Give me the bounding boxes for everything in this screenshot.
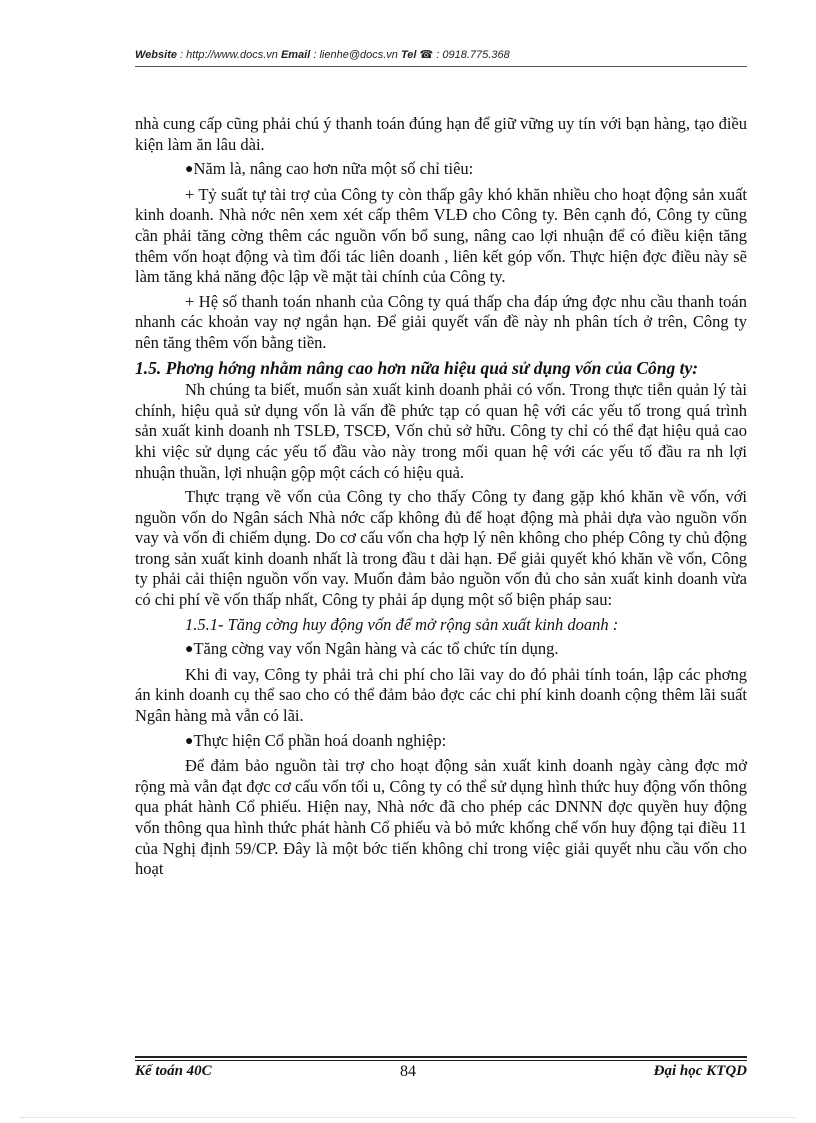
footer-divider-thin	[135, 1060, 747, 1061]
footer-university: Đại học KTQD	[653, 1063, 747, 1079]
page-edge-divider	[20, 1117, 796, 1118]
page-number: 84	[400, 1063, 416, 1080]
website-url: : http://www.docs.vn	[180, 49, 278, 61]
bullet-text: Năm là, nâng cao hơn nữa một số chỉ tiêu:	[193, 159, 474, 179]
paragraph-thuc-trang: Thực trạng về vốn của Công ty cho thấy Công ty đang gặp khó khăn về vốn, với nguồn vốn do Ngân sách Nhà nớc cấp không đủ để hoạt động mà phải dựa vào nguồn vốn vay và vốn đi chiếm dụng. Do cơ cấu vốn cha hợp lý nên không cho phép Công ty chủ động trong sản xuất kinh doanh nhất là trong đầu t dài hạn. Để giải quyết khó khăn về vốn, Công ty phải cải thiện nguồn vốn vay. Muốn đảm bảo nguồn vốn đủ cho sản xuất kinh doanh vừa có chi phí về vốn thấp nhất, Công ty phải áp dụng một số biện pháp sau:	[135, 487, 747, 610]
paragraph-he-so: + Hệ số thanh toán nhanh của Công ty quá thấp cha đáp ứng đợc nhu cầu thanh toán nhanh các khoản vay nợ ngắn hạn. Để giải quyết vấn đề này nh phân tích ở trên, Công ty nên tăng thêm vốn bằng tiền.	[135, 291, 747, 352]
website-label: Website	[135, 49, 177, 61]
page-header	[135, 48, 747, 61]
bullet-item-vay-von	[135, 639, 747, 661]
tel-label: Tel	[400, 49, 417, 61]
bullet-icon: ●	[185, 642, 194, 658]
paragraph-1: nhà cung cấp cũng phải chú ý thanh toán đúng hạn để giữ vững uy tín với bạn hàng, tạo điều kiện làm ăn lâu dài.	[135, 114, 747, 154]
bullet-text: Tăng cờng vay vốn Ngân hàng và các tổ chức tín dụng.	[193, 639, 559, 659]
paragraph-de-dam-bao: Để đảm bảo nguồn tài trợ cho hoạt động sản xuất kinh doanh ngày càng đợc mở rộng mà vẫn đạt đợc cơ cấu vốn tối u, Công ty có thể sử dụng hình thức huy động vốn thông qua phát hành Cổ phiếu. Hiện nay, Nhà nớc đã cho phép các DNNN đợc quyền huy động vốn thông qua hình thức phát hành Cổ phiếu và bỏ mức khống chế vốn huy động tại điều 11 của Nghị định 59/CP. Đây là một bớc tiến không chỉ trong việc giải quyết nhu cầu vốn cho hoạt	[135, 756, 747, 879]
footer-course: Kế toán 40C	[135, 1063, 212, 1079]
bullet-text: Thực hiện Cổ phần hoá doanh nghiệp:	[193, 730, 447, 750]
document-body	[135, 114, 747, 884]
bullet-icon: ●	[185, 733, 194, 749]
bullet-item-co-phan-hoa	[135, 731, 747, 753]
section-heading-1-5: 1.5. Phơng hớng nhằm nâng cao hơn nữa hiệu quả sử dụng vốn của Công ty:	[135, 357, 699, 378]
footer-divider-thick	[135, 1056, 747, 1058]
paragraph-nhu-chung-ta: Nh chúng ta biết, muốn sản xuất kinh doanh phải có vốn. Trong thực tiễn quản lý tài chính, hiệu quả sử dụng vốn là vấn đề phức tạp có quan hệ với các yếu tố trong quá trình sản xuất kinh doanh nh TSLĐ, TSCĐ, Vốn chủ sở hữu. Công ty chỉ có thể đạt hiệu quả cao khi việc sử dụng các yếu tố đầu vào này trong mối quan hệ với các yếu tố đầu ra nh lợi nhuận thuần, lợi nhuận gộp một cách có hiệu quả.	[135, 380, 747, 482]
header-divider	[135, 66, 747, 67]
email-address: : lienhe@docs.vn	[313, 49, 398, 61]
bullet-item-nam-la	[135, 159, 747, 181]
tel-number: ☎ : 0918.775.368	[419, 49, 510, 61]
subsection-heading-1-5-1: 1.5.1- Tăng cờng huy động vốn để mở rộng sản xuất kinh doanh :	[185, 614, 619, 634]
paragraph-khi-di-vay: Khi đi vay, Công ty phải trả chi phí cho lãi vay do đó phải tính toán, lập các phơng án kinh doanh cụ thể sao cho có thể đảm bảo đợc các chi phí kinh doanh cộng thêm lãi suất Ngân hàng mà vẫn có lãi.	[135, 664, 747, 726]
email-label: Email	[280, 49, 311, 61]
bullet-icon: ●	[185, 162, 194, 178]
paragraph-ty-suat: + Tỷ suất tự tài trợ của Công ty còn thấp gây khó khăn nhiều cho hoạt động sản xuất kinh doanh. Nhà nớc nên xem xét cấp thêm VLĐ cho Công ty. Bên cạnh đó, Công ty cũng cần phải tăng cờng thêm các nguồn vốn bổ sung, nâng cao lợi nhuận để có điều kiện tăng thêm vốn hoạt động và tìm đối tác liên doanh , liên kết góp vốn. Thực hiện đợc điều này sẽ làm tăng khả năng độc lập về mặt tài chính của Công ty.	[135, 184, 747, 287]
